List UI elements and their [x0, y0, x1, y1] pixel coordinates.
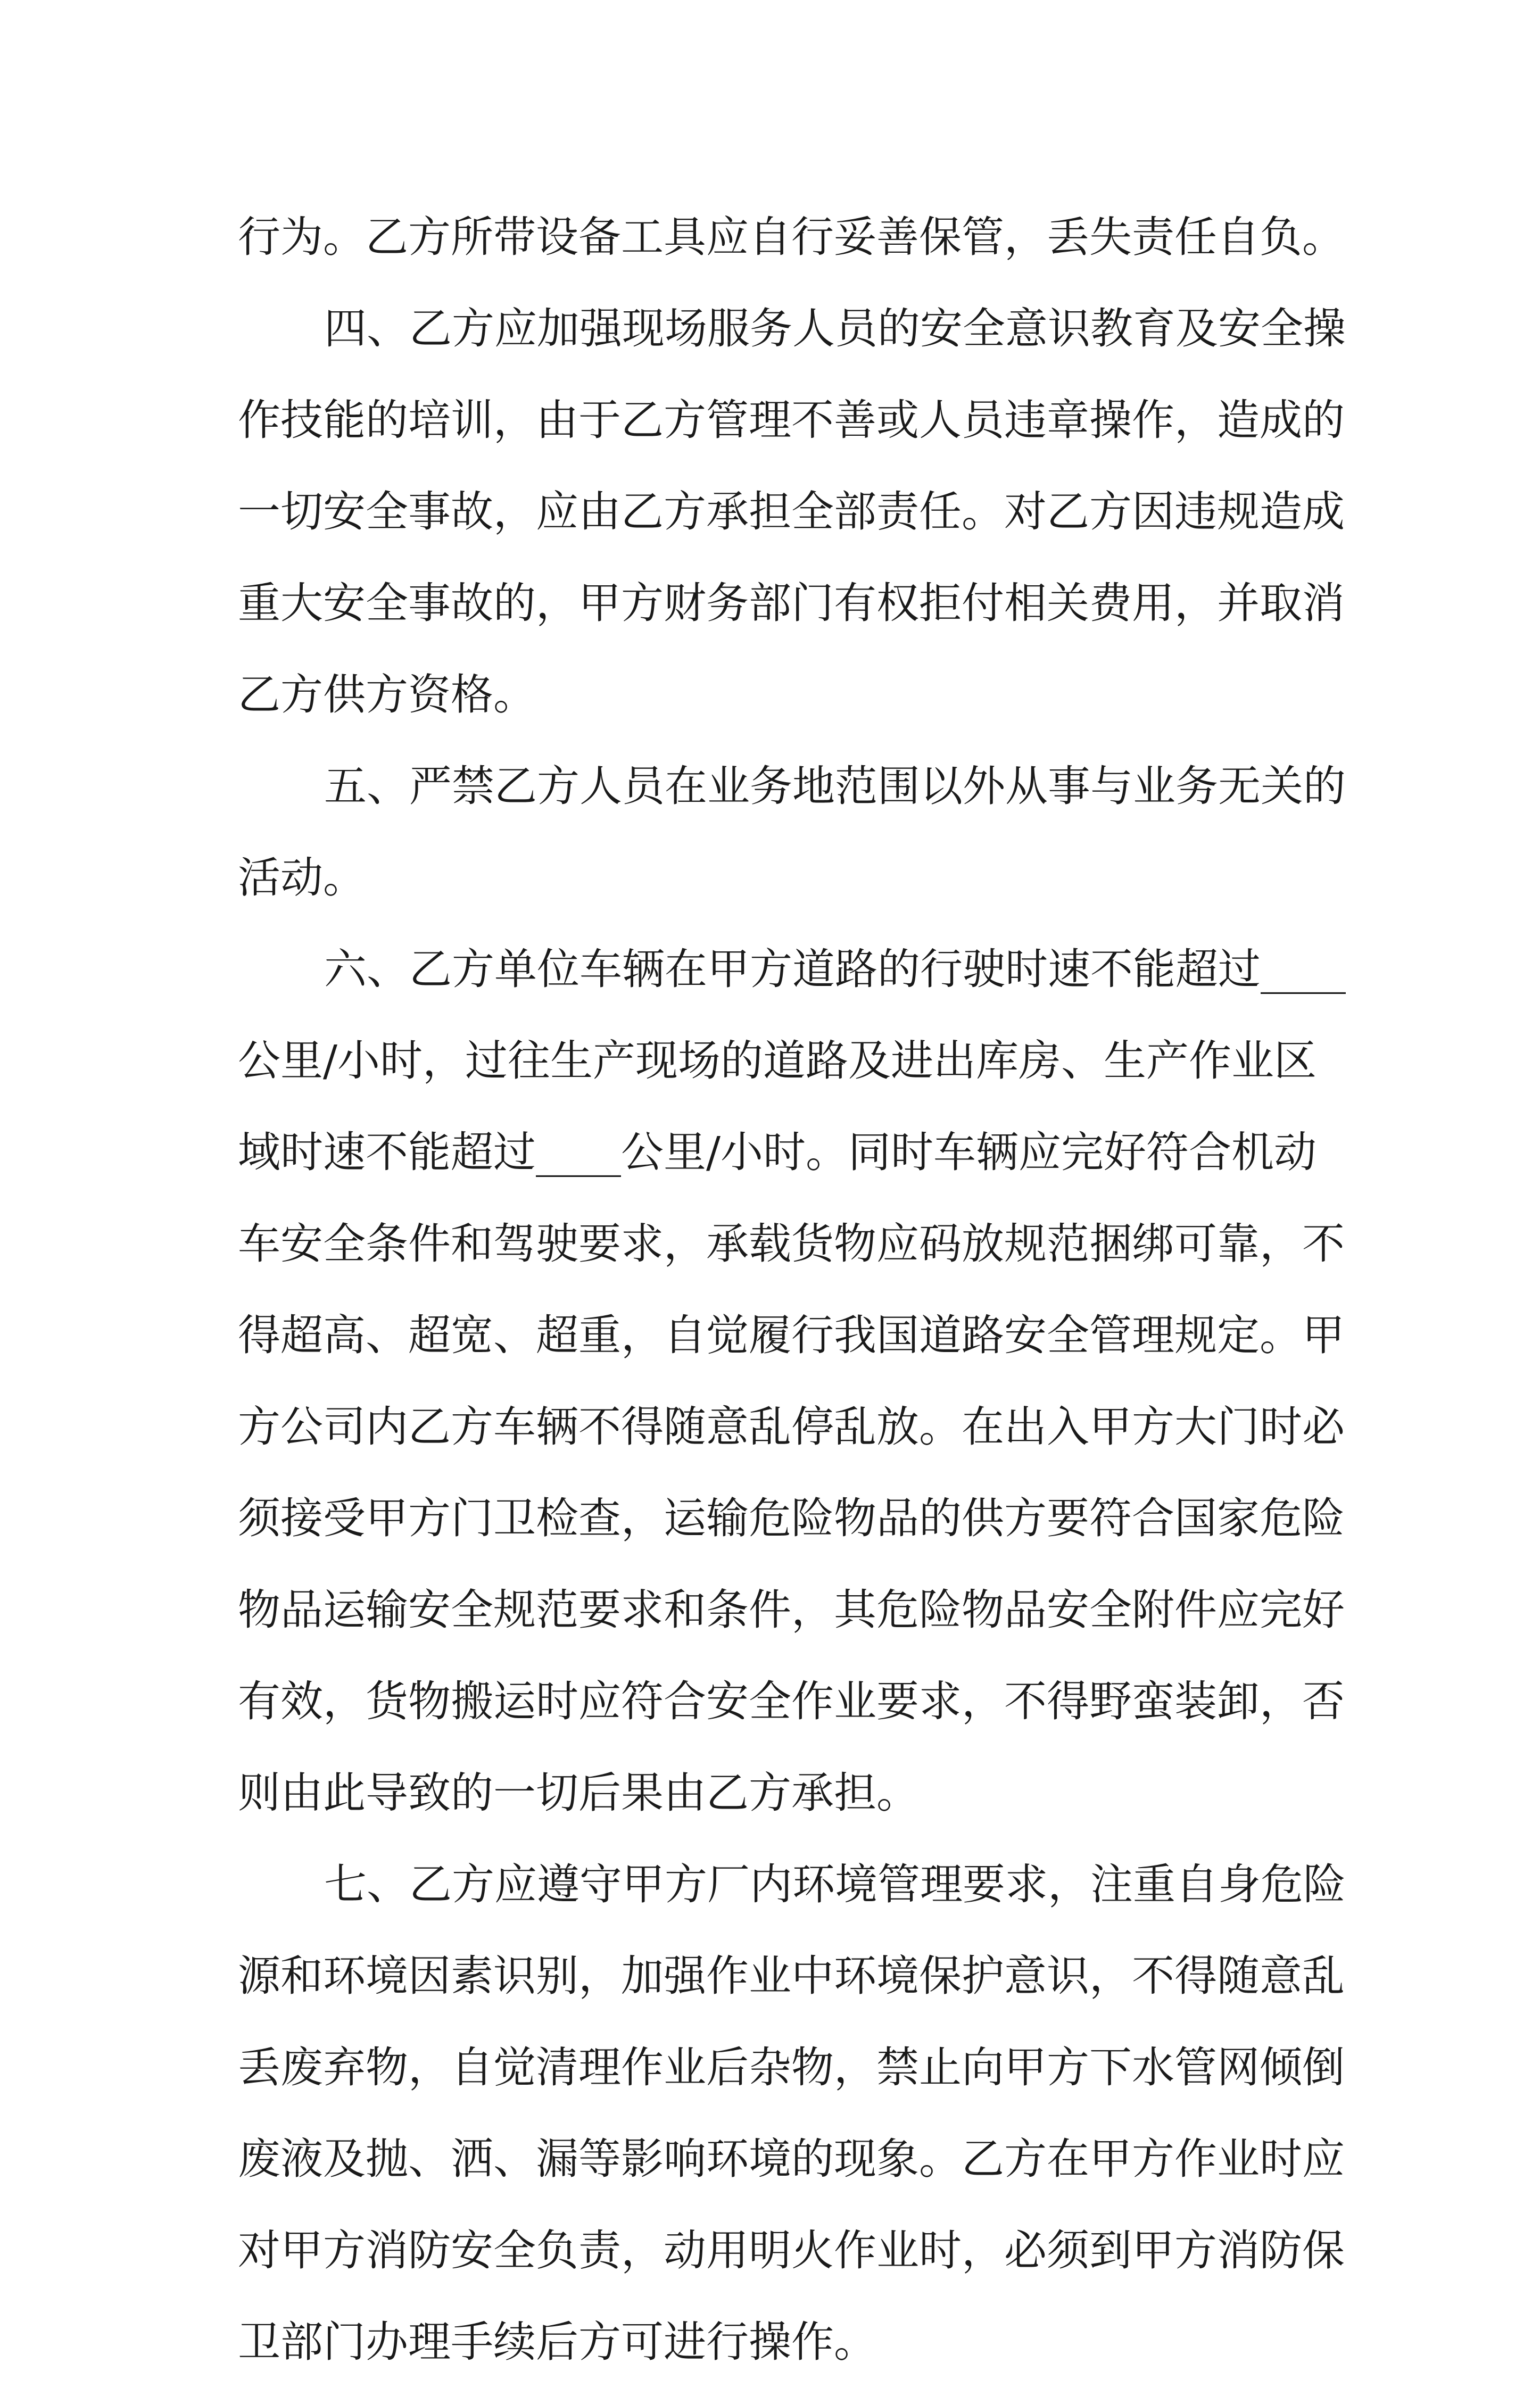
text-line: 则由此导致的一切后果由乙方承担。	[238, 1768, 919, 1818]
paragraph-5-first-line: 五、严禁乙方人员在业务地范围以外从事与业务无关的	[324, 761, 1346, 811]
document-body	[238, 192, 1346, 2388]
text-line: 活动。	[238, 853, 366, 902]
paragraph-7-first-line: 七、乙方应遵守甲方厂内环境管理要求，注重自身危险	[324, 1860, 1346, 1909]
text-line: 车安全条件和驾驶要求，承载货物应码放规范捆绑可靠，不	[238, 1219, 1345, 1268]
text-line: 物品运输安全规范要求和条件，其危险物品安全附件应完好	[238, 1585, 1345, 1635]
text-line: 公里/小时，过往生产现场的道路及进出库房、生产作业区	[238, 1036, 1317, 1085]
text-line: 重大安全事故的，甲方财务部门有权拒付相关费用，并取消	[238, 578, 1345, 628]
text-line: 有效，货物搬运时应符合安全作业要求，不得野蛮装卸，否	[238, 1677, 1345, 1726]
text-line: 行为。乙方所带设备工具应自行妥善保管，丢失责任自负。	[238, 212, 1345, 262]
paragraph-6-first-line: 六、乙方单位车辆在甲方道路的行驶时速不能超过____	[324, 944, 1346, 994]
text-line: 须接受甲方门卫检查，运输危险物品的供方要符合国家危险	[238, 1494, 1345, 1543]
text-line: 作技能的培训，由于乙方管理不善或人员违章操作，造成的	[238, 395, 1345, 445]
text-line: 卫部门办理手续后方可进行操作。	[238, 2317, 876, 2367]
text-line: 域时速不能超过____公里/小时。同时车辆应完好符合机动	[238, 1127, 1317, 1177]
paragraph-4-first-line: 四、乙方应加强现场服务人员的安全意识教育及安全操	[324, 304, 1346, 353]
text-line: 得超高、超宽、超重，自觉履行我国道路安全管理规定。甲	[238, 1311, 1345, 1360]
text-line: 丢废弃物，自觉清理作业后杂物，禁止向甲方下水管网倾倒	[238, 2043, 1345, 2092]
text-line: 废液及抛、洒、漏等影响环境的现象。乙方在甲方作业时应	[238, 2134, 1345, 2184]
text-line: 乙方供方资格。	[238, 670, 536, 719]
text-line: 方公司内乙方车辆不得随意乱停乱放。在出入甲方大门时必	[238, 1402, 1345, 1452]
text-line: 对甲方消防安全负责，动用明火作业时，必须到甲方消防保	[238, 2226, 1345, 2275]
text-line: 一切安全事故，应由乙方承担全部责任。对乙方因违规造成	[238, 487, 1345, 536]
text-line: 源和环境因素识别，加强作业中环境保护意识，不得随意乱	[238, 1951, 1345, 2001]
